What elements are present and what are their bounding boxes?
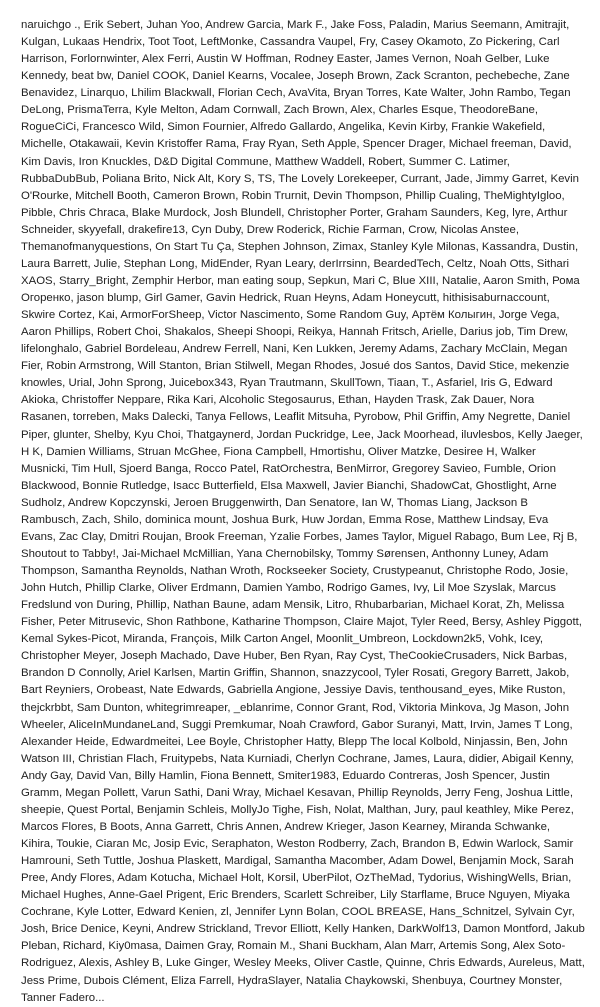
supporter-names-paragraph: naruichgo ., Erik Sebert, Juhan Yoo, Andrew Garcia, Mark F., Jake Foss, Paladin, Marius Seemann, Amitrajit, Kulgan, Lukaas Hendrix, Toot Toot, LeftMonke, Cassandra Vaupel, Fry, Casey Okamoto, Zo Pickering, Carl Harrison, Forlornwinter, Alex Ferri, Austin W Hoffman, Rodney Easter, James Vernon, Noah Gelber, Luke Kennedy, beat bw, Daniel COOK, Daniel Kearns, Vocalee, Joseph Brown, Zack Scranton, pechebeche, Zane Benavidez, Linarquo, Lhilim Blackwall, Florian Cech, AvaVita, Bryan Torres, Kate Walter, John Rambo, Tegan DeLong, PrismaTerra, Kyle Melton, Adam Cornwall, Zach Brown, Alex, Charles Esque, TheodoreBane, RogueCiCi, Francesco Wild, Simon Fournier, Alfredo Gallardo, Angelika, Kevin Kirby, Frankie Wakefield, Michelle, Otakawaii, Kevin Kristoffer Rama, Fray Ryan, Seth Apple, Spencer Drager, Michael freeman, David, Kim Davis, Iron Knuckles, D&D Digital Commune, Matthew Waddell, Robert, Summer C. Latimer, RubbaDubBub, Poliana Brito, Nick Alt, Kory S, TS, The Lovely Lorekeeper, Currant, Jade, Jimmy Garret, Kevin O'Rourke, Mitchell Booth, Cameron Brown, Robin Trurnit, Devin Thompson, Phillip Cualing, TheMightyIgloo, Pibble, Chris Chraca, Blake Murdock, Josh Blundell, Christopher Porter, Graham Saunders, Keg, lyre, Arthur Schneider, skyyefall, drakefire13, Cyn Duby, Drew Roderick, Richie Farman, Crow, Nicolas Anstee, Themanofmanyquestions, On Start Tu Ça, Stephen Johnson, Zimax, Stanley Kyle Milonas, Kassandra, Dustin, Laura Barrett, Julie, Stephan Long, MidEnder, Ryan Leary, derIrrsinn, BeardedTech, Celtz, Noah Otts, Sithari XAOS, Starry_Bright, Zemphir Herbor, man eating soup, Sepkun, Mari C, Blue XIII, Natalie, Aaron Smith, Рома Огоренко, jason blump, Girl Gamer, Gavin Hedrick, Ruan Heyns, Adam Honeycutt, hithisisaburnaccount, Skwire Cortez, Kai, ArmorForSheep, Victor Nascimento, Some Random Guy, Артём Колыгин, Jorge Vega, Aaron Phillips, Robert Choi, Shakalos, Sheepi Shoopi, Reikya, Hannah Fritsch, Arielle, Darius job, Tim Drew, lifelonghalo, Gabriel Bordeleau, Andrew Ferrell, Nani, Ken Lukken, Jeremy Adams, Zachary McClain, Megan Fier, Robin Armstrong, Will Stanton, Brian Stilwell, Megan Rhodes, Josué dos Santos, David Stice, mekenzie knowles, Urial, John Sprong, Juicebox343, Ryan Trautmann, SkullTown, Tiaan, T., Asfariel, Iris G, Edward Akioka, Christoffer Neppare, Rika Kari, Alcoholic Stegosaurus, Ethan, Hayden Trask, Zak Dauer, Nora Rasanen, torreben, Maks Dalecki, Tanya Fellows, Leaflit Mitsuha, Pyrobow, Phil Griffin, Amy Negrette, Daniel Piper, glunter, Shelby, Kyu Choi, Thatgaynerd, Jordan Puckridge, Lee, Jack Moorhead, iluvlesbos, Kelly Jaeger, H K, Damien Williams, Struan McGhee, Fiona Campbell, Hmortishu, Oliver Matzke, Desiree H, Walker Musnicki, Tim Hull, Sjoerd Banga, Rocco Patel, RatOrchestra, BenMirror, Gregorey Savieo, Fumble, Orion Blackwood, Bonnie Rutledge, Isacc Butterfield, Elsa Maxwell, Javier Bianchi, ShadowCat, Ghostlight, Arne Sudholz, Andrew Kopczynski, Jeroen Bruggenwirth, Dan Senatore, Ian W, Thomas Liang, Jackson B Rambusch, Zach, Shilo, dominica mount, Joshua Burk, Huw Jordan, Emma Rose, Matthew Lindsay, Eva Evans, Zac Clay, Dmitri Roujan, Brook Freeman, Yzalie Forbes, James Taylor, Miguel Rabago, Bum Lee, Rj B, Shoutout to Tabby!, Jai-Michael McMillian, Yana Chernobilsky, Tommy Sørensen, Anthonny Luney, Adam Thompson, Samantha Reynolds, Nathan Wroth, Rockseeker Society, Crustypeanut, Christophe Rodo, Josie, John Hutch, Phillip Clarke, Oliver Erdmann, Damien Yambo, Rodrigo Games, Ivy, Lil Moe Szyslak, Marcus Fredslund von During, Phillip, Nathan Baune, adam Mensik, Litro, Rhubarbarian, Michael Korat, Zh, Melissa Fisher, Peter Mitrusevic, Shon Rathbone, Katharine Thompson, Claire Majot, Tyler Reed, Bersy, Ashley Piggott, Kemal Sykes-Picot, Miranda, François, Milk Carton Angel, Moonlit_Umbreon, Lockdown2k5, Vohk, Icey, Christopher Meyer, Joseph Machado, Dave Huber, Ben Ryan, Ray Cyst, TheCookieCrusaders, Nick Barbas, Brandon D Connolly, Ariel Karlsen, Martin Griffin, Shannon, snazzycool, Tyler Rosati, Gregory Barrett, Jakob, Bart Reyniers, Orobeast, Nate Edwards, Gabriella Angione, Jessiye Davis, tenthousand_eyes, Mike Ruston, thejckrbbt, Sam Dunton, whitegrimreaper, _eblanrime, Connor Grant, Rod, Viktoria Minkova, Jg Mason, John Wheeler, AliceInMundaneLand, Suggi Premkumar, Noah Crawford, Gabor Suranyi, Matt, Irvin, James T Long, Alexander Heide, Edwardmeitei, Lee Boyle, Christopher Hatty, Blepp The local Kolbold, Ninjassin, Ben, John Watson III, Christian Flach, Fruitypebs, Nata Kurniadi, Cherlyn Cochrane, James, Laura, didier, Abigail Kenny, Andy Gay, David Van, Billy Hamlin, Fiona Bennett, Smiter1983, Eduardo Contreras, Josh Spencer, Justin Gramm, Megan Pollett, Varun Sathi, Dani Wray, Michael Kesavan, Phillip Reynolds, Jerry Feng, Joshua Little, sheepie, Quest Portal, Benjamin Schleis, MollyJo Tighe, Fish, Nolat, Malthan, Jury, paul keathley, Mike Perez, Marcos Flores, B Boots, Anna Garrett, Chris Annen, Andrew Krieger, Jason Kearney, Miranda Schwanke, Kihira, Toukie, Ciaran Mc, Josip Evic, Seraphaton, Weston Rodberry, Zach, Brandon B, Edwin Warlock, Samir Hamrouni, Seth Tuttle, Joshua Plaskett, Mardigal, Samantha Macomber, Adam Dowel, Benjamin Mock, Sarah Pree, Andy Flores, Adam Kotucha, Michael Holt, Korsil, UberPilot, OzTheMad, Tydorius, WishingWells, Brian, Michael Hughes, Anne-Gael Prigent, Eric Brenders, Scarlett Schreiber, Lily Starflame, Bruce Nguyen, Miyaka Cochrane, Kyle Lotter, Edward Kenien, zl, Jennifer Lynn Bolan, COOL BREASE, Hans_Schnitzel, Sylvain Cyr, Josh, Brice Denice, Keyni, Andrew Strickland, Trevor Elliott, Kelly Hanken, DarkWolf13, Damon Montford, Jakub Pleban, Richard, Kiy0masa, Daimen Gray, Romain M., Shani Buckham, Alan Marr, Artemis Song, Alex Soto-Rodriguez, Alexis, Ashley B, Luke Ginger, Wesley Meeks, Oliver Castle, Quinne, Chris Edwards, Aureleus, Matt, Jess Prime, Dubois Clément, Eliza Farrell, HydraSlayer, Natalia Chaykowski, Shenbuya, Courtney Monster, Tanner Fadero... xyxy=(21,19,585,1004)
